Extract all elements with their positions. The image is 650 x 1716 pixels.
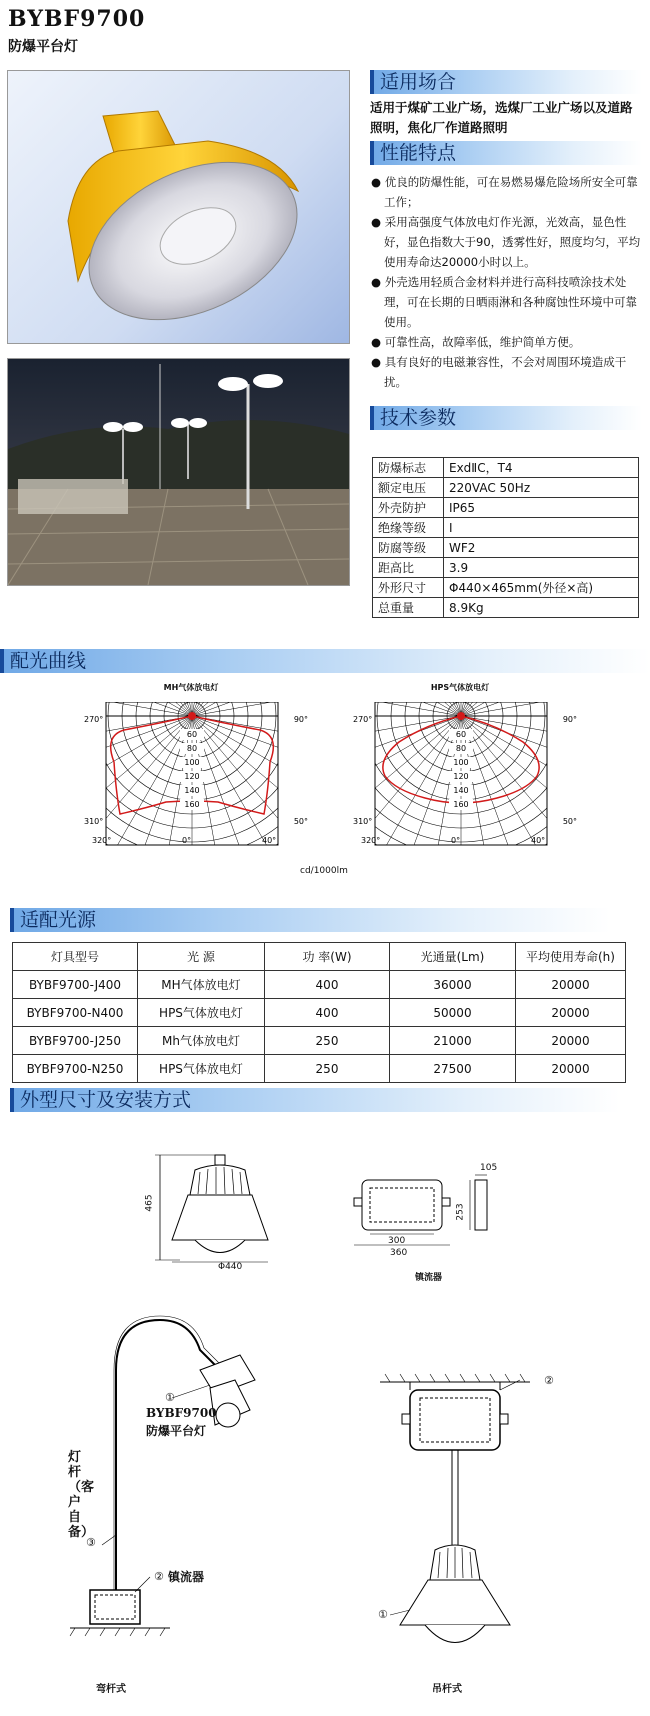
features-list [370,172,642,392]
radial-tick-label: 140 [453,786,469,795]
feature-item: ● 可靠性高，故障率低，维护简单方便。 [371,335,581,349]
bent-pole-drawing [60,1310,260,1640]
radial-tick-label: 80 [186,744,198,753]
dim-diameter: Φ440 [218,1262,243,1272]
lamp-dimension-drawing [140,1150,280,1280]
callout-2-left: ② [154,1570,164,1583]
pole-label: 灯杆（客户自备） [68,1450,95,1540]
dim-ballast-h: 253 [455,1203,466,1221]
applications-text: 适用于煤矿工业广场，选煤厂工业广场以及道路照明，焦化厂作道路照明 [370,100,633,135]
polar-chart-mh [76,702,308,847]
dim-ballast-w2: 360 [390,1248,408,1258]
lamp-photo [7,70,350,344]
ballast-callout: 镇流器 [168,1570,205,1584]
section-dimensions-title: 外型尺寸及安装方式 [20,1089,192,1111]
ballast-dimension-drawing [350,1170,500,1260]
section-features [370,141,642,165]
radial-tick-label: 160 [184,800,200,809]
section-specs [370,406,642,430]
spec-row: 额定电压 220VAC 50Hz [373,478,639,498]
lamp-row: BYBF9700-N400 HPS气体放电灯 400 50000 20000 [13,999,626,1027]
angle-tick-label: 270° [84,715,104,724]
radial-tick-label: 60 [455,730,467,739]
install-model: BYBF9700 [146,1406,217,1420]
chart-title-mh: MH气体放电灯 [163,683,219,692]
feature-item: ● 采用高强度气体放电灯作光源，光效高，显色性好，显色指数大于90，透雾性好，照度均匀，平均使用寿命达20000小时以上。 [371,215,641,269]
section-lamps-title: 适配光源 [20,909,97,931]
spec-row: 防腐等级 WF2 [373,538,639,558]
angle-tick-label: 310° [353,817,373,826]
caption-bent-pole: 弯杆式 [96,1684,126,1695]
callout-2-right: ② [544,1374,554,1387]
callout-1-left: ① [165,1391,175,1404]
lamp-table [12,942,626,1083]
angle-tick-label: 40° [262,836,277,845]
dim-ballast-d: 105 [480,1163,498,1173]
radial-tick-label: 120 [184,772,200,781]
caption-hanging-pole: 吊杆式 [432,1684,462,1695]
angle-tick-label: 320° [361,836,381,845]
section-lamps [10,908,610,932]
curve-origin [457,712,465,720]
install-name: 防爆平台灯 [146,1424,207,1438]
feature-item: ● 外壳选用轻质合金材料并进行高科技喷涂技术处理，可在长期的日晒雨淋和各种腐蚀性环境中可靠使用。 [371,275,637,329]
dim-ballast-w1: 300 [388,1236,406,1246]
section-applications-title: 适用场合 [380,71,457,93]
callout-3: ③ [86,1536,96,1549]
lamp-row: BYBF9700-N250 HPS气体放电灯 250 27500 20000 [13,1055,626,1083]
radial-tick-label: 160 [453,800,469,809]
angle-tick-label: 0° [451,836,461,845]
radial-tick-label: 100 [184,758,200,767]
angle-tick-label: 90° [562,715,577,724]
spec-row: 距高比 3.9 [373,558,639,578]
spec-table [372,457,639,618]
spec-row: 外壳防护 IP65 [373,498,639,518]
product-name: 防爆平台灯 [8,39,78,55]
spec-row: 外形尺寸 Φ440×465mm(外径×高) [373,578,639,598]
lamp-header-row: 灯具型号 光 源 功 率(W) 光通量(Lm) 平均使用寿命(h) [13,943,626,971]
radial-tick-label: 80 [455,744,467,753]
section-features-title: 性能特点 [380,142,457,164]
angle-tick-label: 270° [353,715,373,724]
radial-tick-label: 60 [186,730,198,739]
angle-tick-label: 50° [293,817,308,826]
hanging-pole-drawing [380,1370,540,1670]
radial-tick-label: 100 [453,758,469,767]
spec-row: 防爆标志 ExdⅡC，T4 [373,458,639,478]
chart-unit: cd/1000lm [300,866,348,876]
section-specs-title: 技术参数 [380,407,457,429]
polar-chart-hps [345,702,577,847]
site-photo [7,358,350,586]
angle-tick-label: 90° [293,715,308,724]
angle-tick-label: 310° [84,817,104,826]
angle-tick-label: 40° [531,836,546,845]
section-light-curve-title: 配光曲线 [10,650,87,672]
lamp-row: BYBF9700-J400 MH气体放电灯 400 36000 20000 [13,971,626,999]
angle-tick-label: 0° [182,836,192,845]
spec-row: 绝缘等级 I [373,518,639,538]
callout-1-right: ① [378,1608,388,1621]
radial-tick-label: 140 [184,786,200,795]
spec-row: 总重量 8.9Kg [373,598,639,618]
angle-tick-label: 50° [562,817,577,826]
feature-item: ● 优良的防爆性能，可在易燃易爆危险场所安全可靠工作； [371,175,638,209]
angle-tick-label: 320° [92,836,112,845]
section-dimensions [10,1088,620,1112]
chart-title-hps: HPS气体放电灯 [430,683,490,692]
dim-height: 465 [144,1194,155,1212]
section-applications [370,70,642,94]
section-light-curve [0,649,650,673]
product-model: BYBF9700 [8,6,146,32]
ballast-caption: 镇流器 [415,1273,443,1283]
lamp-row: BYBF9700-J250 Mh气体放电灯 250 21000 20000 [13,1027,626,1055]
radial-tick-label: 120 [453,772,469,781]
curve-origin [188,712,196,720]
feature-item: ● 具有良好的电磁兼容性，不会对周围环境造成干扰。 [371,355,627,389]
